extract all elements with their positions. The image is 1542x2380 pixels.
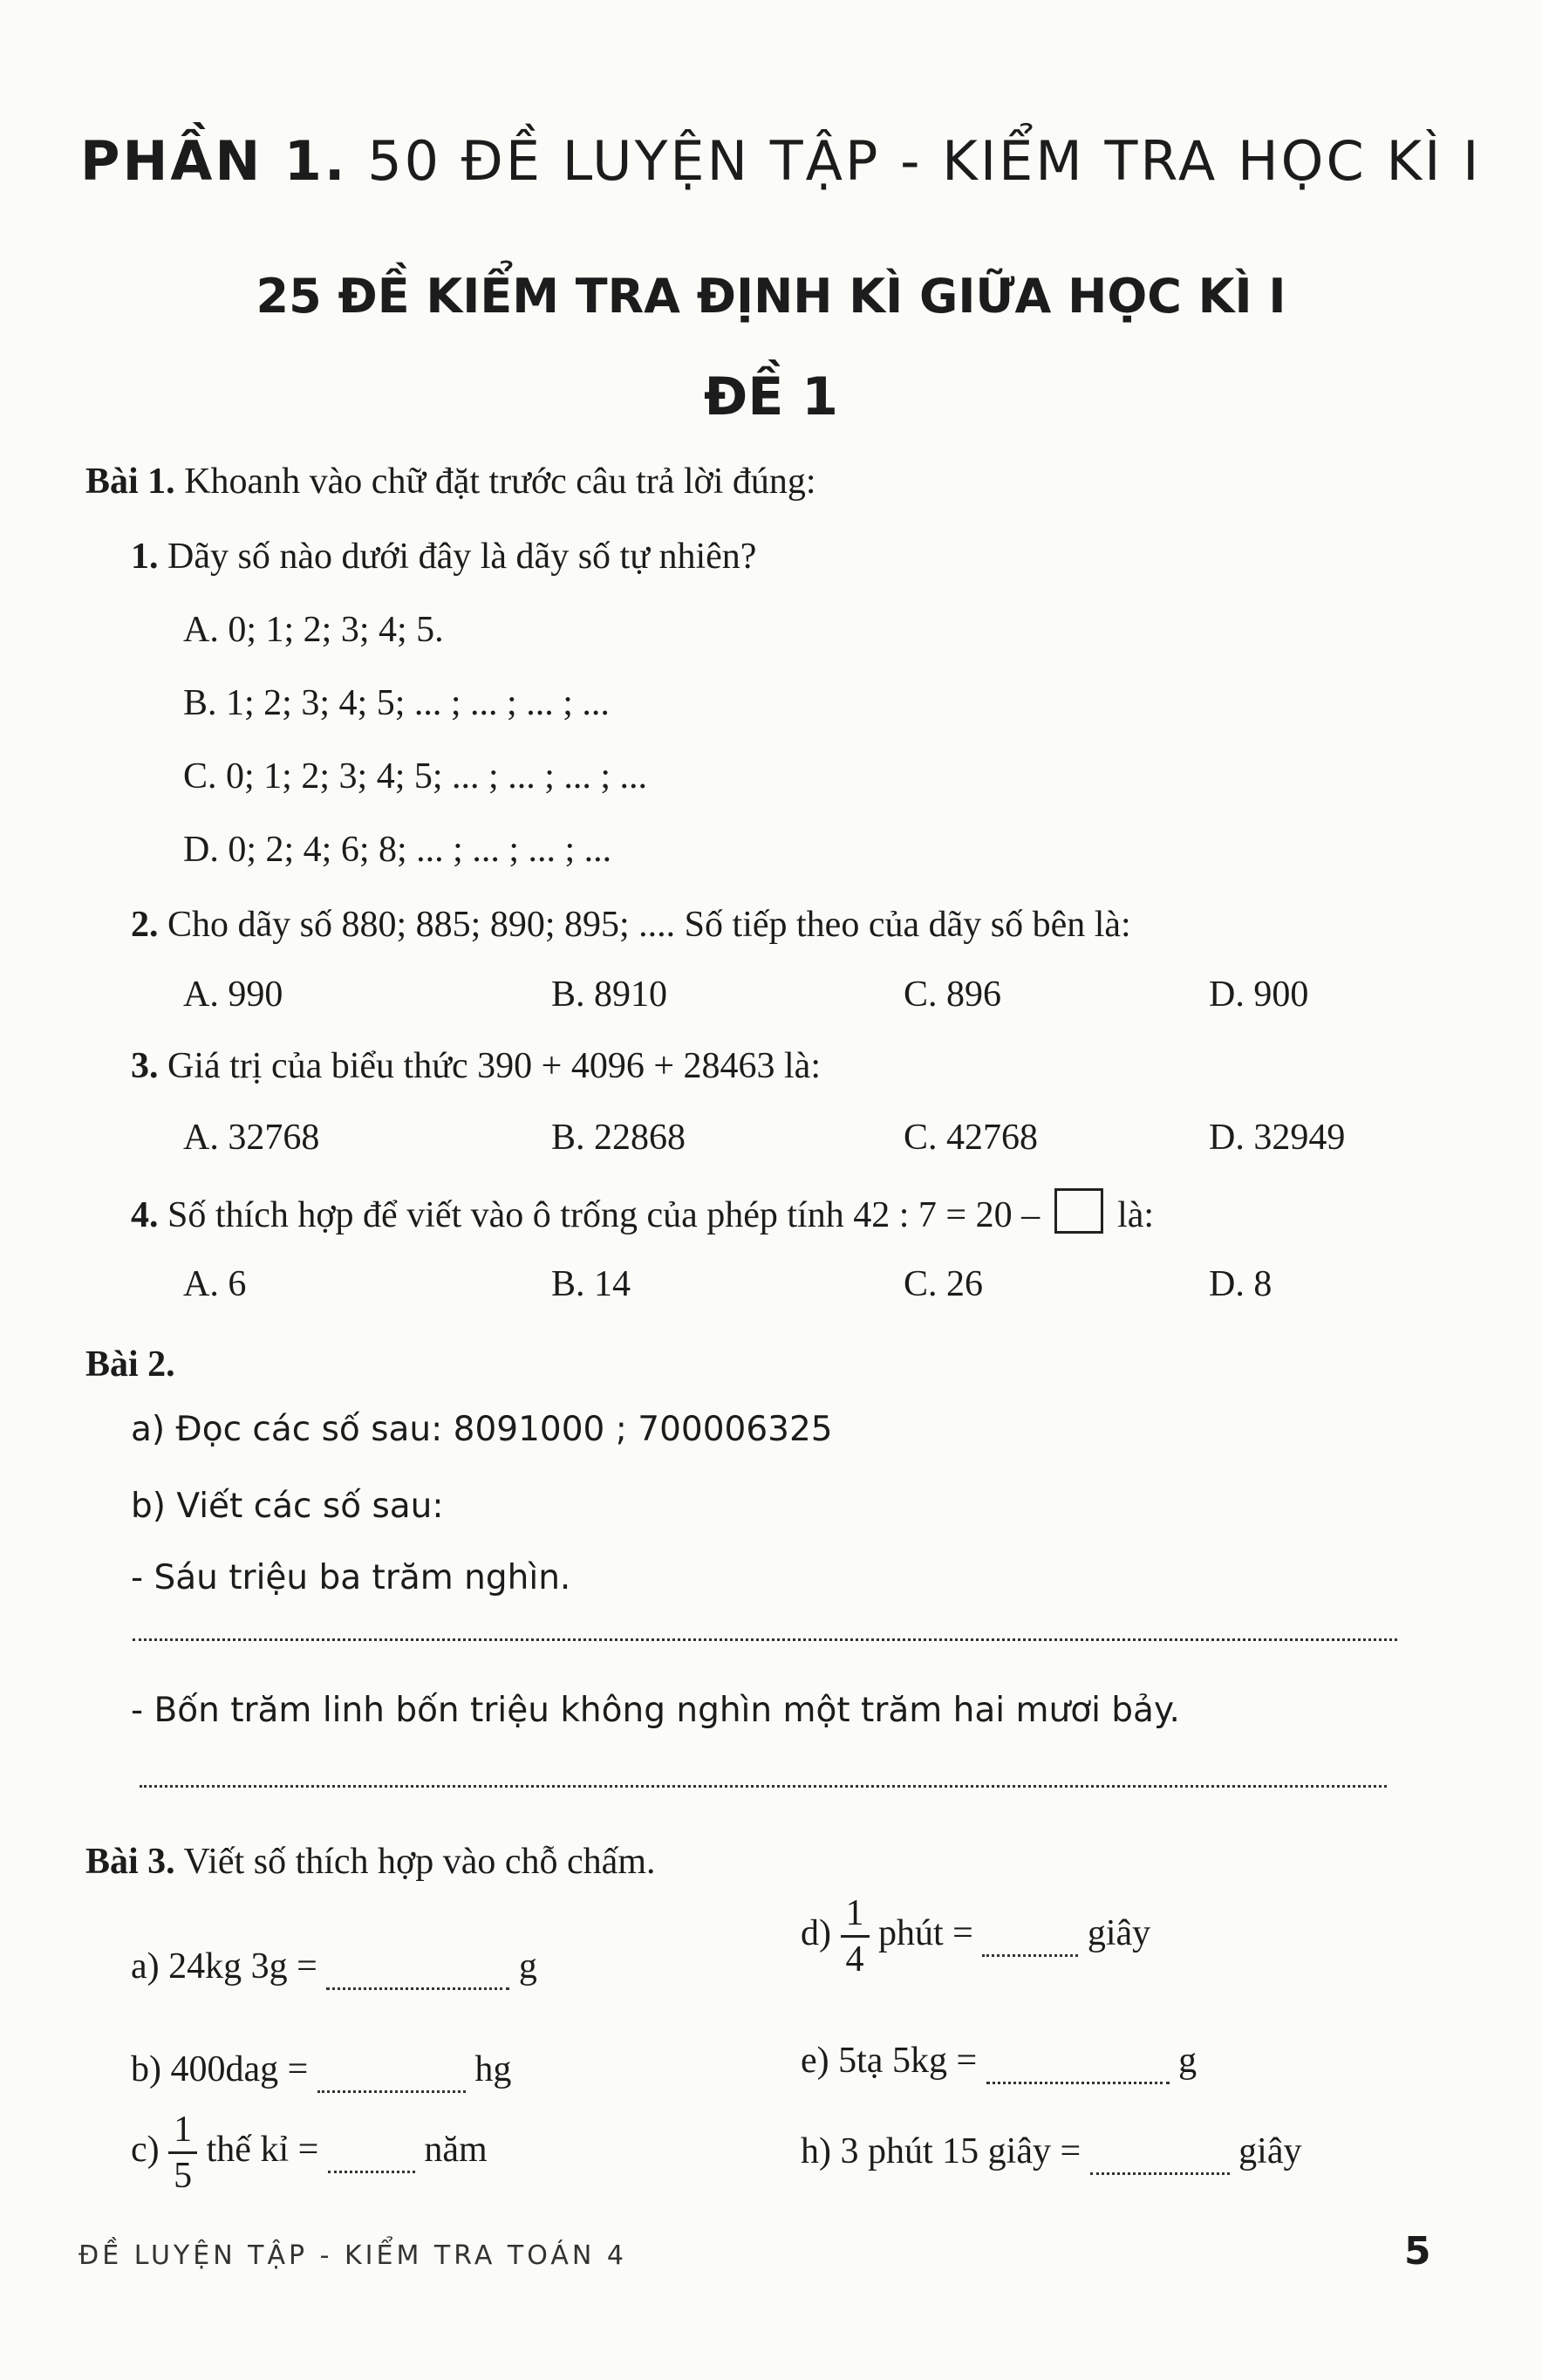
bai3-c-unit: năm bbox=[424, 2130, 488, 2171]
q4-option-b: B. 14 bbox=[551, 1264, 631, 1304]
bai1-instruction: Khoanh vào chữ đặt trước câu trả lời đúng: bbox=[184, 462, 816, 502]
q4-text-before: Số thích hợp để viết vào ô trống của phép tính 42 : 7 = 20 – bbox=[167, 1195, 1041, 1235]
q2-option-c: C. 896 bbox=[904, 975, 1002, 1015]
q2-option-b: B. 8910 bbox=[551, 975, 668, 1015]
bai3-b-blank bbox=[317, 2048, 466, 2093]
q3-option-d: D. 32949 bbox=[1209, 1118, 1346, 1158]
bai3-d-text: d) bbox=[801, 1913, 831, 1954]
bai3-a-unit: g bbox=[518, 1946, 537, 1987]
q3-text: Giá trị của biểu thức 390 + 4096 + 28463 là: bbox=[167, 1046, 821, 1086]
bai3-a-blank bbox=[326, 1946, 509, 1990]
q4-number: 4. bbox=[131, 1195, 159, 1235]
q2-option-a: A. 990 bbox=[183, 975, 283, 1015]
bai3-label: Bài 3. bbox=[85, 1842, 175, 1882]
bai3-e-text: e) 5tạ 5kg = bbox=[801, 2041, 978, 2081]
q3-question bbox=[131, 1045, 821, 1087]
bai2-label: Bài 2. bbox=[85, 1344, 175, 1385]
q2-text: Cho dãy số 880; 885; 890; 895; .... Số tiếp theo của dãy số bên là: bbox=[167, 905, 1131, 945]
exam-title: ĐỀ 1 bbox=[704, 366, 838, 427]
part-title-lead: PHẦN 1. bbox=[80, 129, 348, 193]
answer-box bbox=[1054, 1188, 1103, 1234]
bai3-d-mid: phút = bbox=[878, 1913, 973, 1954]
answer-dotted-line-1 bbox=[133, 1638, 1397, 1641]
q3-option-b: B. 22868 bbox=[551, 1118, 686, 1158]
q3-number: 3. bbox=[131, 1046, 159, 1086]
bai3-instruction: Viết số thích hợp vào chỗ chấm. bbox=[183, 1842, 656, 1882]
bai3-c-denominator: 5 bbox=[174, 2156, 193, 2196]
bai3-item-b bbox=[131, 2048, 511, 2093]
page-number: 5 bbox=[1404, 2229, 1431, 2274]
q1-option-d: D. 0; 2; 4; 6; 8; ... ; ... ; ... ; ... bbox=[183, 830, 612, 870]
bai3-heading bbox=[85, 1841, 656, 1883]
q1-number: 1. bbox=[131, 537, 159, 577]
bai3-d-fraction bbox=[841, 1895, 870, 1978]
bai3-h-blank bbox=[1090, 2130, 1230, 2175]
bai3-c-blank bbox=[328, 2129, 415, 2173]
q1-question bbox=[131, 536, 756, 578]
bai3-c-mid: thế kỉ = bbox=[206, 2130, 319, 2171]
bai3-e-blank bbox=[986, 2040, 1170, 2084]
bai3-b-text: b) 400dag = bbox=[131, 2049, 309, 2089]
bai1-label: Bài 1. bbox=[85, 462, 175, 502]
q1-text: Dãy số nào dưới đây là dãy số tự nhiên? bbox=[167, 537, 757, 577]
q3-option-c: C. 42768 bbox=[904, 1118, 1039, 1158]
q1-option-b: B. 1; 2; 3; 4; 5; ... ; ... ; ... ; ... bbox=[183, 683, 610, 723]
q4-option-a: A. 6 bbox=[183, 1264, 247, 1304]
q3-option-a: A. 32768 bbox=[183, 1118, 320, 1158]
q4-question bbox=[131, 1188, 1154, 1236]
q2-number: 2. bbox=[131, 905, 159, 945]
q4-text-after: là: bbox=[1117, 1195, 1155, 1235]
bai3-c-numerator: 1 bbox=[168, 2111, 197, 2154]
bai3-item-d bbox=[801, 1895, 1150, 1978]
answer-dotted-line-2 bbox=[140, 1785, 1387, 1788]
bai3-item-h bbox=[801, 2130, 1301, 2175]
bai2-item-2: - Bốn trăm linh bốn triệu không nghìn một trăm hai mươi bảy. bbox=[131, 1691, 1180, 1730]
bai3-d-numerator: 1 bbox=[841, 1895, 870, 1938]
part-title-rest: 50 ĐỀ LUYỆN TẬP - KIỂM TRA HỌC KÌ I bbox=[367, 129, 1482, 193]
bai3-e-unit: g bbox=[1178, 2041, 1197, 2081]
q1-option-a: A. 0; 1; 2; 3; 4; 5. bbox=[183, 610, 444, 650]
bai3-item-a bbox=[131, 1946, 537, 1990]
bai3-c-fraction bbox=[168, 2111, 197, 2194]
q4-option-d: D. 8 bbox=[1209, 1264, 1272, 1304]
footer-book-title: ĐỀ LUYỆN TẬP - KIỂM TRA TOÁN 4 bbox=[78, 2240, 627, 2271]
bai3-d-denominator: 4 bbox=[845, 1939, 864, 1980]
bai2-part-b: b) Viết các số sau: bbox=[131, 1487, 444, 1526]
bai1-heading bbox=[85, 461, 816, 503]
bai3-c-text: c) bbox=[131, 2130, 160, 2171]
bai3-h-unit: giây bbox=[1238, 2131, 1302, 2171]
bai3-item-e bbox=[801, 2040, 1197, 2084]
q4-option-c: C. 26 bbox=[904, 1264, 984, 1304]
bai2-item-1: - Sáu triệu ba trăm nghìn. bbox=[131, 1558, 571, 1597]
bai3-h-text: h) 3 phút 15 giây = bbox=[801, 2131, 1081, 2171]
bai3-d-unit: giây bbox=[1087, 1913, 1151, 1954]
q2-question bbox=[131, 904, 1131, 946]
bai3-item-c bbox=[131, 2111, 488, 2194]
bai3-a-text: a) 24kg 3g = bbox=[131, 1946, 317, 1987]
section-title: 25 ĐỀ KIỂM TRA ĐỊNH KÌ GIỮA HỌC KÌ I bbox=[256, 269, 1286, 324]
q2-option-d: D. 900 bbox=[1209, 975, 1309, 1015]
q1-option-c: C. 0; 1; 2; 3; 4; 5; ... ; ... ; ... ; ... bbox=[183, 756, 648, 797]
part-title bbox=[80, 129, 1481, 193]
bai2-part-a: a) Đọc các số sau: 8091000 ; 700006325 bbox=[131, 1410, 833, 1449]
bai3-b-unit: hg bbox=[474, 2049, 512, 2089]
bai3-d-blank bbox=[982, 1912, 1078, 1957]
